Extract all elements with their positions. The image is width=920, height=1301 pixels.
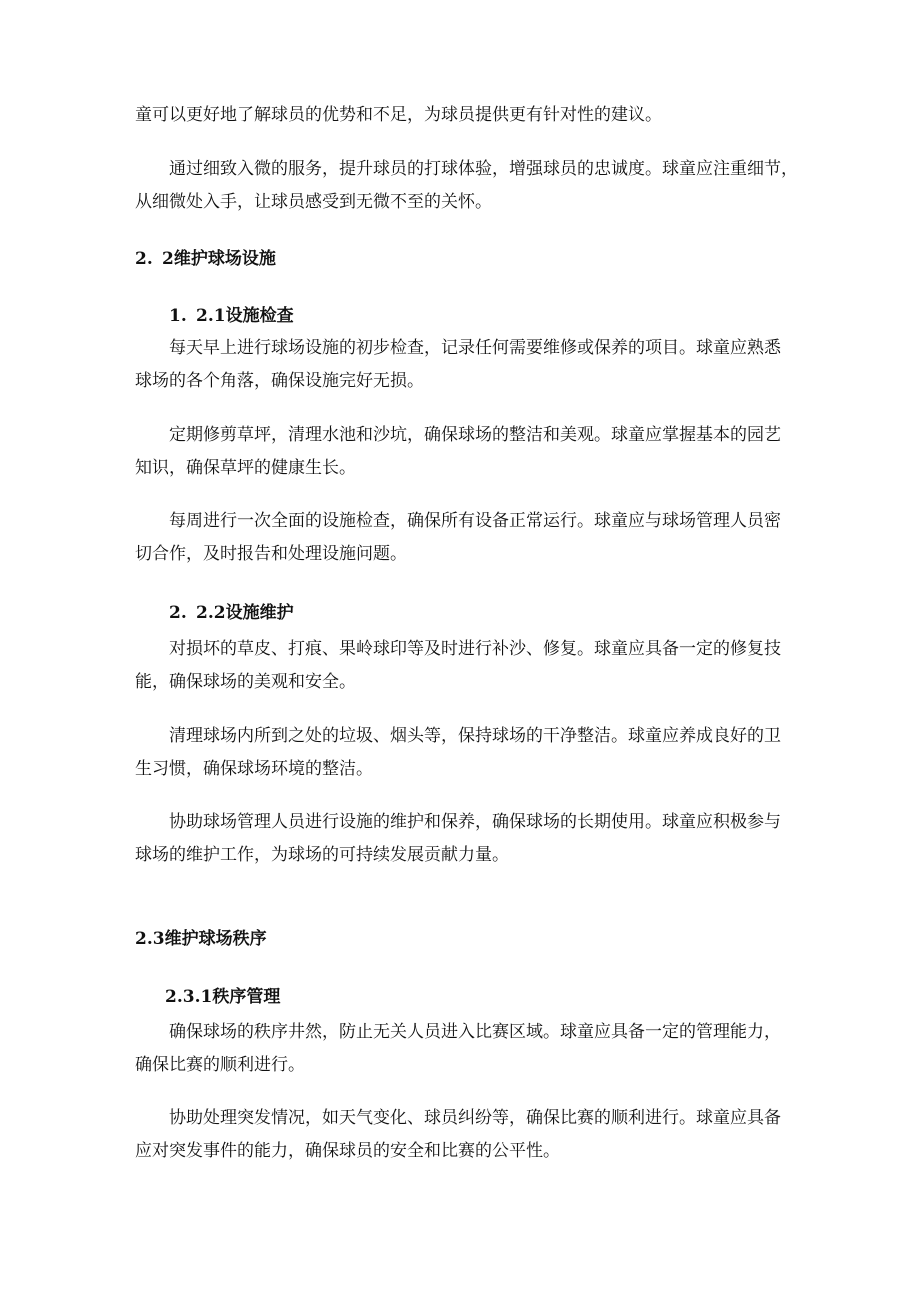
- text-line: 球场的各个角落，确保设施完好无损。: [135, 371, 424, 391]
- paragraph-check-weekly: [135, 505, 781, 571]
- section-heading-2-3: [135, 923, 267, 956]
- paragraph-intro-continued: [135, 99, 662, 132]
- subsection-heading-2-2-2: [169, 597, 294, 630]
- heading-text: 2.3维护球场秩序: [135, 929, 267, 949]
- text-line: 知识，确保草坪的健康生长。: [135, 458, 356, 478]
- paragraph-order-manage: [135, 1016, 781, 1082]
- text-line: 生习惯，确保球场环境的整洁。: [135, 759, 373, 779]
- heading-number: 2.: [135, 249, 153, 269]
- text-line: 协助处理突发情况，如天气变化、球员纠纷等，确保比赛的顺利进行。球童应具备: [169, 1108, 781, 1128]
- heading-text: 2维护球场设施: [162, 249, 276, 269]
- text-line: 能，确保球场的美观和安全。: [135, 672, 356, 692]
- heading-text: 2.1设施检查: [196, 306, 294, 326]
- heading-text: 2.3.1秩序管理: [165, 987, 281, 1007]
- text-line: 协助球场管理人员进行设施的维护和保养，确保球场的长期使用。球童应积极参与: [169, 812, 781, 832]
- heading-number: 2.: [169, 603, 187, 623]
- subsection-heading-2-3-1: [165, 981, 280, 1014]
- text-line: 清理球场内所到之处的垃圾、烟头等，保持球场的干净整洁。球童应养成良好的卫: [169, 726, 781, 746]
- text-line: 确保球场的秩序井然，防止无关人员进入比赛区域。球童应具备一定的管理能力，: [169, 1022, 781, 1042]
- text-line: 切合作，及时报告和处理设施问题。: [135, 544, 407, 564]
- paragraph-check-daily: [135, 332, 781, 398]
- paragraph-check-lawn: [135, 419, 781, 485]
- heading-text: 2.2设施维护: [196, 603, 294, 623]
- text-line: 确保比赛的顺利进行。: [135, 1055, 305, 1075]
- paragraph-order-emergency: [135, 1102, 781, 1168]
- text-line: 每天早上进行球场设施的初步检查，记录任何需要维修或保养的项目。球童应熟悉: [169, 338, 781, 358]
- text-line: 童可以更好地了解球员的优势和不足，为球员提供更有针对性的建议。: [135, 105, 662, 125]
- paragraph-maint-clean: [135, 720, 781, 786]
- paragraph-maint-assist: [135, 806, 781, 872]
- text-line: 球场的维护工作，为球场的可持续发展贡献力量。: [135, 845, 509, 865]
- text-line: 对损坏的草皮、打痕、果岭球印等及时进行补沙、修复。球童应具备一定的修复技: [169, 639, 781, 659]
- text-line: 每周进行一次全面的设施检查，确保所有设备正常运行。球童应与球场管理人员密: [169, 511, 781, 531]
- section-heading-2-2: [135, 243, 276, 276]
- heading-number: 1.: [169, 306, 187, 326]
- text-line: 通过细致入微的服务，提升球员的打球体验，增强球员的忠诚度。球童应注重细节，: [169, 159, 798, 179]
- text-line: 应对突发事件的能力，确保球员的安全和比赛的公平性。: [135, 1141, 560, 1161]
- text-line: 定期修剪草坪，清理水池和沙坑，确保球场的整洁和美观。球童应掌握基本的园艺: [169, 425, 781, 445]
- subsection-heading-2-2-1: [169, 300, 294, 333]
- text-line: 从细微处入手，让球员感受到无微不至的关怀。: [135, 192, 492, 212]
- paragraph-maint-repair: [135, 633, 781, 699]
- paragraph-service: [135, 153, 798, 219]
